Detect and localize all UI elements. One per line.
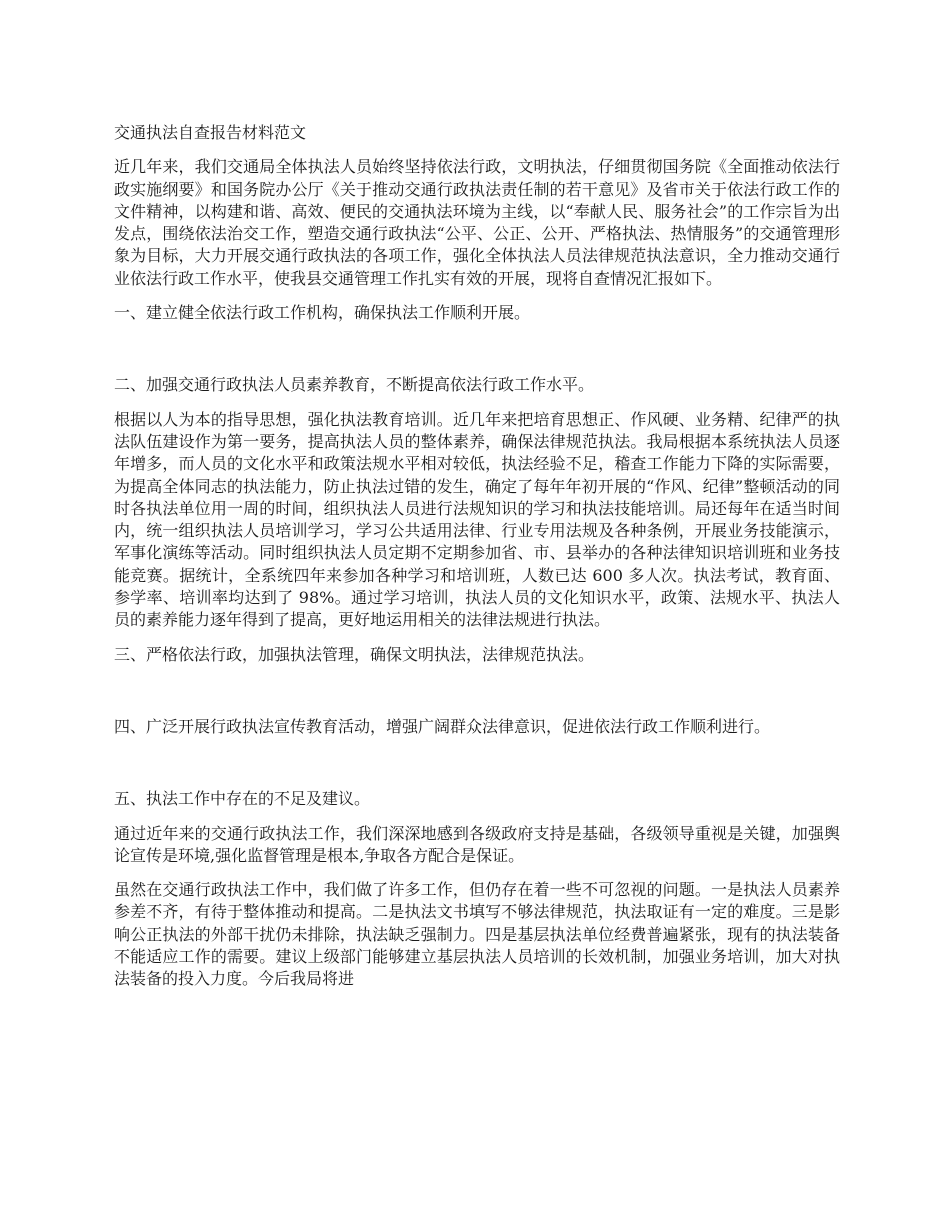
section-heading-4: 四、广泛开展行政执法宣传教育活动，增强广阔群众法律意识，促进依法行政工作顺利进行。 — [114, 716, 771, 736]
document-title: 交通执法自查报告材料范文 — [114, 123, 307, 142]
body-paragraph-problems: 虽然在交通行政执法工作中，我们做了许多工作，但仍存在着一些不可忽视的问题。一是执法人员素养参差不齐，有待于整体推动和提高。二是执法文书填写不够法律规范，执法取证有一定的难度。三是影响公正执法的外部干扰仍未排除，执法缺乏强制力。四是基层执法单位经费普遍紧张，现有的执法装备不能适应工作的需要。建议上级部门能够建立基层执法人员培训的长效机制，加强业务培训，加大对执法装备的投入力度。今后我局将进 — [114, 880, 840, 989]
intro-paragraph: 近几年来，我们交通局全体执法人员始终坚持依法行政，文明执法，仔细贯彻国务院《全面推动依法行政实施纲要》和国务院办公厅《关于推动交通行政执法责任制的若干意见》及省市关于依法行政工作的文件精神，以构建和谐、高效、便民的交通执法环境为主线，以“奉献人民、服务社会”的工作宗旨为出发点，围绕依法治交工作，塑造交通行政执法“公平、公正、公开、严格执法、热情服务”的交通管理形象为目标，大力开展交通行政执法的各项工作，强化全体执法人员法律规范执法意识，全力推动交通行业依法行政工作水平，使我县交通管理工作扎实有效的开展，现将自查情况汇报如下。 — [114, 157, 840, 288]
section-heading-5: 五、执法工作中存在的不足及建议。 — [114, 789, 371, 809]
document-page — [114, 122, 840, 1003]
section-heading-1: 一、建立健全依法行政工作机构，确保执法工作顺利开展。 — [114, 303, 531, 323]
blank-gap — [114, 336, 840, 374]
section-heading-2: 二、加强交通行政执法人员素养教育，不断提高依法行政工作水平。 — [114, 375, 595, 395]
body-paragraph-training: 根据以人为本的指导思想，强化执法教育培训。近几年来把培育思想正、作风硬、业务精、纪律严的执法队伍建设作为第一要务，提高执法人员的整体素养，确保法律规范执法。我局根据本系统执法人员逐年增多，而人员的文化水平和政策法规水平相对较低，执法经验不足，稽查工作能力下降的实际需要，为提高全体同志的执法能力，防止执法过错的发生，确定了每年年初开展的“作风、纪律”整顿活动的同时各执法单位用一周的时间，组织执法人员进行法规知识的学习和执法技能培训。局还每年在适当时间内，统一组织执法人员培训学习，学习公共适用法律、行业专用法规及各种条例，开展业务技能演示，军事化演练等活动。同时组织执法人员定期不定期参加省、市、县举办的各种法律知识培训班和业务技能竞赛。据统计，全系统四年来参加各种学习和培训班，人数已达 600 多人次。执法考试，教育面、参学率、培训率均达到了 98%。通过学习培训，执法人员的文化知识水平，政策、法规水平、执法人员的素养能力逐年得到了提高，更好地运用相关的法律法规进行执法。 — [114, 409, 840, 630]
blank-gap — [114, 678, 840, 716]
body-paragraph-experience: 通过近年来的交通行政执法工作，我们深深地感到各级政府支持是基础，各级领导重视是关键，加强舆论宣传是环境,强化监督管理是根本,争取各方配合是保证。 — [114, 823, 840, 865]
blank-gap — [114, 750, 840, 788]
section-heading-3: 三、严格依法行政，加强执法管理，确保文明执法，法律规范执法。 — [114, 644, 595, 664]
